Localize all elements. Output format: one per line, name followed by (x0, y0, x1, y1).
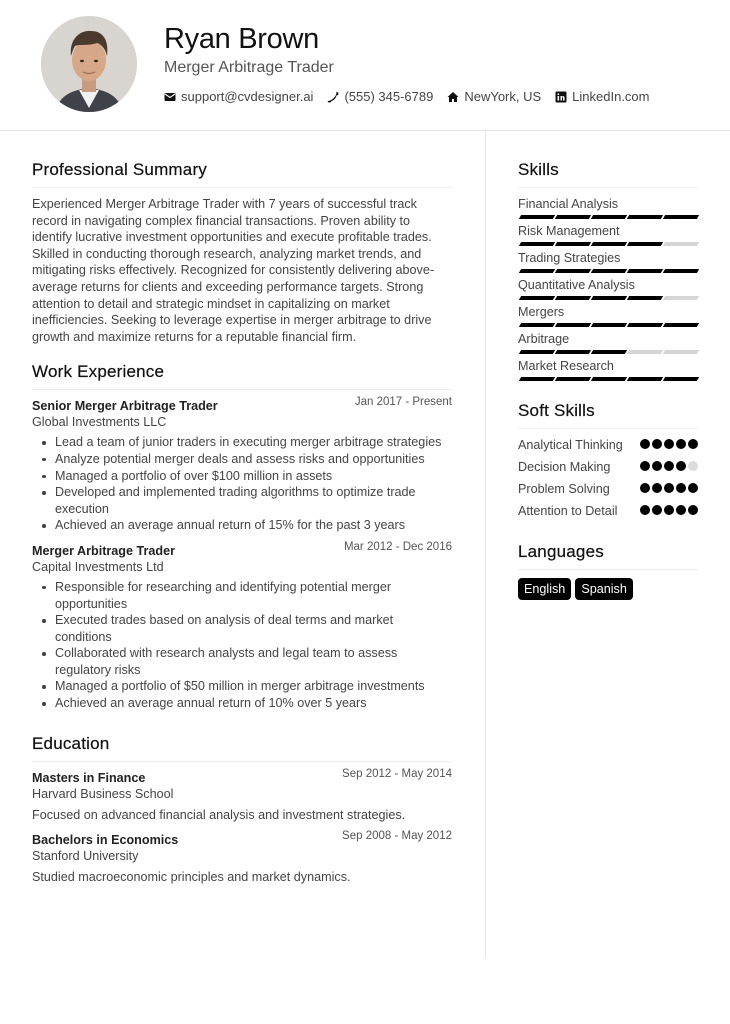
education-entry (32, 829, 452, 886)
contact-location (447, 89, 541, 104)
rating-segment-filled (519, 242, 555, 246)
rating-segment-filled (555, 377, 591, 381)
side-column (518, 160, 698, 618)
rating-segment-filled (591, 350, 627, 354)
contact-email[interactable] (164, 89, 313, 104)
job-title: Senior Merger Arbitrage Trader (32, 399, 218, 414)
rating-segment-filled (663, 377, 699, 381)
rating-segment-filled (663, 269, 699, 273)
soft-skill-item (518, 459, 698, 476)
rating-segment-filled (627, 269, 663, 273)
school: Stanford University (32, 848, 139, 863)
skill-name: Trading Strategies (518, 251, 621, 265)
rating-dot-filled-icon (676, 505, 686, 515)
rating-segment-filled (591, 296, 627, 300)
bullet-item: Developed and implemented trading algorithms to optimize trade execution (32, 484, 452, 517)
envelope-icon (164, 91, 176, 103)
bullet-item: Managed a portfolio of $50 million in merger arbitrage investments (32, 678, 452, 695)
skill-item (518, 304, 698, 327)
skill-name: Risk Management (518, 224, 620, 238)
soft-skill-rating (640, 483, 698, 493)
contact-linkedin-text: LinkedIn.com (572, 89, 650, 104)
rating-dot-filled-icon (652, 505, 662, 515)
linkedin-icon (555, 91, 567, 103)
languages-section (518, 542, 698, 600)
section-heading: Soft Skills (518, 401, 698, 429)
summary-section (32, 160, 452, 345)
rating-dot-filled-icon (664, 483, 674, 493)
degree: Bachelors in Economics (32, 832, 179, 847)
languages-list (518, 578, 698, 600)
rating-dot-filled-icon (640, 483, 650, 493)
contact-location-text: NewYork, US (464, 89, 542, 104)
rating-segment-filled (519, 350, 555, 354)
rating-dot-filled-icon (688, 439, 698, 449)
candidate-title: Merger Arbitrage Trader (164, 59, 334, 76)
education-dates: Sep 2008 - May 2012 (342, 829, 452, 842)
contact-bar (164, 89, 664, 104)
rating-dot-filled-icon (652, 439, 662, 449)
skill-rating-bar (518, 242, 698, 246)
section-heading: Education (32, 734, 452, 762)
rating-segment-filled (591, 269, 627, 273)
skills-list (518, 196, 698, 381)
skill-rating-bar (518, 323, 698, 327)
experience-section (32, 362, 452, 711)
section-heading: Languages (518, 542, 698, 570)
rating-dot-filled-icon (664, 439, 674, 449)
job-entry (32, 540, 452, 712)
soft-skill-name: Analytical Thinking (518, 438, 623, 452)
avatar-image-icon (41, 16, 137, 112)
rating-segment-filled (519, 269, 555, 273)
education-description: Studied macroeconomic principles and market dynamics. (32, 869, 351, 884)
rating-segment-filled (519, 296, 555, 300)
soft-skill-rating (640, 461, 698, 471)
rating-segment-filled (519, 215, 555, 219)
skill-rating-bar (518, 377, 698, 381)
skill-item (518, 250, 698, 273)
skill-name: Financial Analysis (518, 197, 619, 211)
rating-segment-filled (627, 242, 663, 246)
resume-header (0, 0, 730, 131)
school: Harvard Business School (32, 786, 174, 801)
rating-segment-filled (663, 323, 699, 327)
rating-segment-filled (519, 377, 555, 381)
home-icon (447, 91, 459, 103)
bullet-item: Lead a team of junior traders in executing merger arbitrage strategies (32, 434, 452, 451)
job-title: Merger Arbitrage Trader (32, 543, 176, 558)
rating-dot-filled-icon (640, 461, 650, 471)
skill-name: Market Research (518, 359, 614, 373)
rating-dot-filled-icon (664, 461, 674, 471)
soft-skill-name: Problem Solving (518, 482, 610, 496)
job-company: Global Investments LLC (32, 415, 167, 430)
language-tag: English (518, 578, 571, 600)
job-dates: Mar 2012 - Dec 2016 (343, 540, 452, 553)
bullet-item: Managed a portfolio of over $100 million in assets (32, 468, 452, 485)
section-heading: Skills (518, 160, 698, 188)
column-divider (485, 131, 486, 958)
skill-rating-bar (518, 269, 698, 273)
skill-rating-bar (518, 296, 698, 300)
soft-skills-list (518, 437, 698, 520)
rating-dot-filled-icon (688, 505, 698, 515)
main-column (32, 160, 452, 904)
rating-segment-filled (555, 350, 591, 354)
soft-skill-rating (640, 505, 698, 515)
skill-item (518, 331, 698, 354)
soft-skill-name: Attention to Detail (518, 504, 618, 518)
contact-phone-text: (555) 345-6789 (344, 89, 434, 104)
bullet-item: Collaborated with research analysts and legal team to assess regulatory risks (32, 645, 452, 678)
rating-dot-filled-icon (664, 505, 674, 515)
soft-skill-rating (640, 439, 698, 449)
bullet-item: Responsible for researching and identifying potential merger opportunities (32, 579, 452, 612)
rating-segment-empty (627, 350, 663, 354)
language-tag: Spanish (575, 578, 633, 600)
bullet-item: Executed trades based on analysis of deal terms and market conditions (32, 612, 452, 645)
rating-dot-filled-icon (640, 505, 650, 515)
rating-segment-filled (663, 215, 699, 219)
education-dates: Sep 2012 - May 2014 (342, 767, 452, 780)
job-bullets (32, 434, 452, 534)
education-entry (32, 767, 452, 824)
soft-skills-section (518, 401, 698, 520)
education-description: Focused on advanced financial analysis and investment strategies. (32, 807, 406, 822)
rating-segment-filled (519, 323, 555, 327)
skill-item (518, 196, 698, 219)
rating-segment-filled (627, 377, 663, 381)
bullet-item: Analyze potential merger deals and assess risks and opportunities (32, 451, 452, 468)
contact-linkedin[interactable] (555, 89, 649, 104)
job-dates: Jan 2017 - Present (354, 396, 452, 409)
rating-segment-filled (555, 296, 591, 300)
rating-segment-filled (591, 242, 627, 246)
section-heading: Work Experience (32, 362, 452, 390)
job-company: Capital Investments Ltd (32, 559, 164, 574)
skill-item (518, 277, 698, 300)
skill-rating-bar (518, 215, 698, 219)
rating-segment-empty (663, 350, 699, 354)
summary-text: Experienced Merger Arbitrage Trader with 7 years of successful track record in navigating complex financial transactions. Proven ability to identify lucrative investment opportunities and execute profitable trades. Skilled in conducting thorough research, analyzing market trends, and mitigating risks effectively. Recognized for consistently delivering above-average returns for clients and exceeding performance targets. Strong attention to detail and strategic mindset in capitalizing on market inefficiencies. Seeking to leverage expertise in merger arbitrage to drive growth and maximize returns for a reputable financial firm. (32, 197, 435, 344)
skill-name: Quantitative Analysis (518, 278, 635, 292)
rating-dot-filled-icon (652, 483, 662, 493)
soft-skill-item (518, 437, 698, 454)
rating-segment-filled (627, 323, 663, 327)
rating-segment-filled (555, 269, 591, 273)
rating-segment-filled (555, 323, 591, 327)
rating-dot-filled-icon (676, 439, 686, 449)
rating-segment-filled (591, 215, 627, 219)
rating-segment-filled (627, 215, 663, 219)
rating-dot-filled-icon (640, 439, 650, 449)
profile-photo (41, 16, 137, 112)
section-heading: Professional Summary (32, 160, 452, 188)
job-bullets (32, 579, 452, 712)
rating-segment-filled (591, 323, 627, 327)
bullet-item: Achieved an average annual return of 10% over 5 years (32, 695, 452, 712)
rating-segment-filled (555, 242, 591, 246)
rating-segment-filled (555, 215, 591, 219)
skill-rating-bar (518, 350, 698, 354)
rating-segment-filled (627, 296, 663, 300)
bullet-item: Achieved an average annual return of 15% for the past 3 years (32, 517, 452, 534)
candidate-name: Ryan Brown (164, 23, 319, 55)
rating-dot-filled-icon (688, 483, 698, 493)
contact-phone[interactable] (327, 89, 433, 104)
skill-name: Arbitrage (518, 332, 570, 346)
degree: Masters in Finance (32, 770, 146, 785)
job-entry (32, 398, 452, 534)
rating-dot-filled-icon (676, 461, 686, 471)
education-section (32, 734, 452, 886)
rating-segment-filled (591, 377, 627, 381)
rating-dot-filled-icon (652, 461, 662, 471)
rating-segment-empty (663, 296, 699, 300)
skill-item (518, 358, 698, 381)
phone-icon (327, 91, 339, 103)
contact-email-text: support@cvdesigner.ai (181, 89, 314, 104)
skill-name: Mergers (518, 305, 565, 319)
rating-dot-empty-icon (688, 461, 698, 471)
skills-section (518, 160, 698, 381)
skill-item (518, 223, 698, 246)
rating-dot-filled-icon (676, 483, 686, 493)
soft-skill-name: Decision Making (518, 460, 611, 474)
rating-segment-empty (663, 242, 699, 246)
soft-skill-item (518, 481, 698, 498)
soft-skill-item (518, 503, 698, 520)
